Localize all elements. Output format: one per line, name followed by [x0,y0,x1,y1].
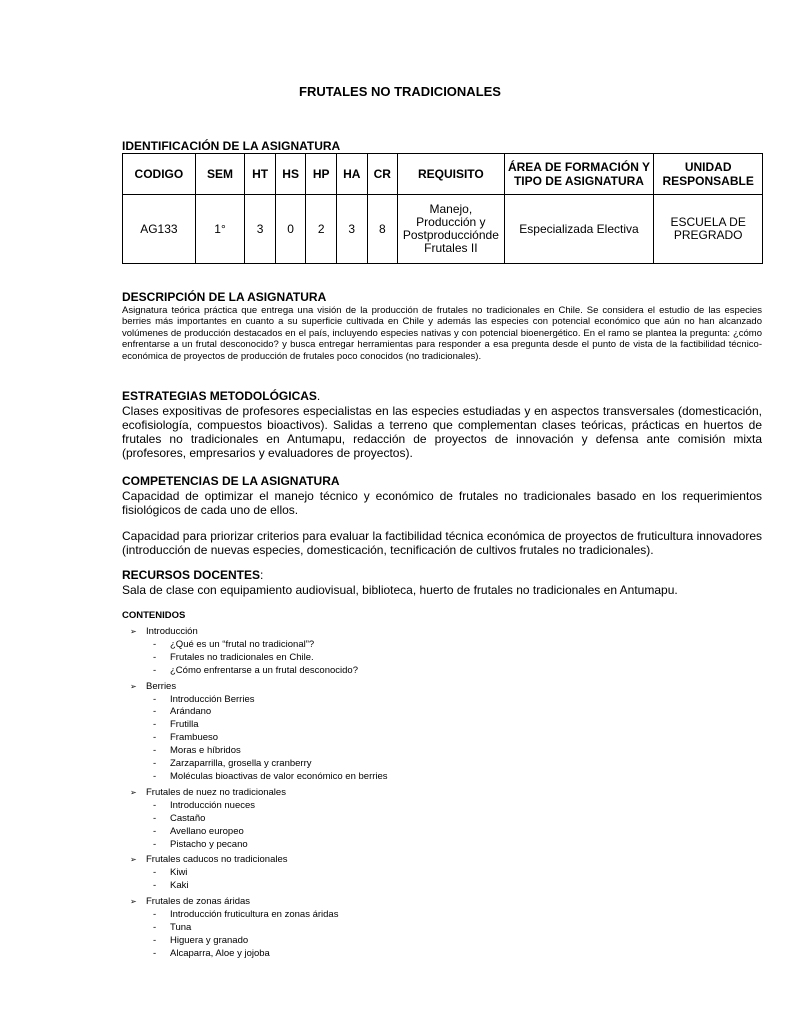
cell-area: Especializada Electiva [504,195,654,264]
dash-bullet: - [153,664,157,676]
descripcion-heading: DESCRIPCIÓN DE LA ASIGNATURA [122,290,327,304]
list-item-label: Moléculas bioactivas de valor económico en berries [170,770,388,782]
dash-bullet: - [153,825,157,837]
contenidos-list [130,626,730,961]
list-item [130,935,730,948]
list-item [130,948,730,961]
list-item-label: Kaki [170,880,189,892]
arrow-right-icon: ➢ [130,787,137,797]
identificacion-heading: IDENTIFICACIÓN DE LA ASIGNATURA [122,139,341,153]
list-item [130,694,730,707]
header-requisito: REQUISITO [398,154,505,195]
contenidos-category-label: Frutales caducos no tradicionales [146,854,288,866]
list-item-label: Introducción Berries [170,693,255,705]
estrategias-text: Clases expositivas de profesores especialistas en las especies estudiadas y en aspectos transversales (domesticación, ecofisiología, compuestos bioactivos). Salidas a terreno que complementan clases teóricas, prácticas en huertos de frutales no tradicionales en Antumapu, redacción de proyectos de innovación y defensa ante comisión mixta (profesores, empresarios y evaluadores de proyectos). [122,404,762,460]
arrow-right-icon: ➢ [130,681,137,691]
header-hs: HS [275,154,306,195]
estrategias-heading-text: ESTRATEGIAS METODOLÓGICAS [122,389,317,403]
recursos-heading: RECURSOS DOCENTES: [122,568,264,582]
list-item-label: Moras e híbridos [170,745,241,757]
dash-bullet: - [153,812,157,824]
header-codigo: CODIGO [123,154,196,195]
recursos-text: Sala de clase con equipamiento audiovisual, biblioteca, huerto de frutales no tradicionales en Antumapu. [122,583,678,597]
list-item-label: Introducción nueces [170,799,256,811]
list-item-label: Pistacho y pecano [170,838,248,850]
list-item [130,800,730,813]
dash-bullet: - [153,758,157,770]
list-item [130,652,730,665]
cell-sem: 1° [195,195,245,264]
dash-bullet: - [153,770,157,782]
list-item-label: Arándano [170,706,212,718]
dash-bullet: - [153,732,157,744]
list-item [130,922,730,935]
dash-bullet: - [153,947,157,959]
list-item [130,639,730,652]
cell-hp: 2 [306,195,337,264]
list-item [130,813,730,826]
list-item-label: Introducción fruticultura en zonas áridas [170,909,339,921]
header-ht: HT [245,154,276,195]
table-row [123,195,763,264]
list-item [130,745,730,758]
contenidos-category-label: Frutales de nuez no tradicionales [146,786,286,798]
dash-bullet: - [153,838,157,850]
dash-bullet: - [153,934,157,946]
header-area: ÁREA DE FORMACIÓN Y TIPO DE ASIGNATURA [504,154,654,195]
dash-bullet: - [153,921,157,933]
cell-ha: 3 [336,195,367,264]
list-item [130,719,730,732]
contenidos-category [130,896,730,909]
dash-bullet: - [153,745,157,757]
identificacion-table [122,153,763,264]
list-item-label: Zarzaparrilla, grosella y cranberry [170,758,312,770]
contenidos-category [130,787,730,800]
dash-bullet: - [153,880,157,892]
cell-codigo: AG133 [123,195,196,264]
list-item-label: Frutilla [170,719,199,731]
list-item-label: ¿Cómo enfrentarse a un frutal desconocido? [170,664,358,676]
dash-bullet: - [153,909,157,921]
list-item [130,706,730,719]
header-ha: HA [336,154,367,195]
dash-bullet: - [153,719,157,731]
list-item-label: Kiwi [170,867,188,879]
table-header-row [123,154,763,195]
header-hp: HP [306,154,337,195]
dash-bullet: - [153,651,157,663]
competencias-p2: Capacidad para priorizar criterios para evaluar la factibilidad técnica económica de proyectos de fruticultura innovadores (introducción de nuevas especies, domesticación, tecnificación de cultivos frutales no tradicionales). [122,529,762,557]
header-sem: SEM [195,154,245,195]
cell-hs: 0 [275,195,306,264]
document-title: FRUTALES NO TRADICIONALES [299,84,501,99]
list-item-label: Tuna [170,921,192,933]
header-unidad: UNIDAD RESPONSABLE [654,154,763,195]
cell-cr: 8 [367,195,398,264]
list-item-label: Avellano europeo [170,825,244,837]
list-item [130,758,730,771]
list-item [130,839,730,852]
contenidos-category [130,854,730,867]
list-item [130,867,730,880]
list-item [130,665,730,678]
list-item [130,732,730,745]
descripcion-text: Asignatura teórica práctica que entrega una visión de la producción de frutales no tradicionales en Chile. Se considera el estudio de las especies berries más importantes en cuanto a su superficie cultivada en Chile y además las especies con potencial económico que aún no han alcanzado volúmenes de producción destacados en el país, incluyendo especies nativas y con potencial bioenergético. En el ramo se plantea la pregunta: ¿cómo enfrentarse a un frutal desconocido? y busca entregar herramientas para responder a esa pregunta desde el punto de vista de la factibilidad técnico-económica de proyectos de producción de frutales poco conocidos (no tradicionales). [122,305,762,362]
contenidos-heading: CONTENIDOS [122,610,186,621]
dash-bullet: - [153,706,157,718]
contenidos-category-label: Berries [146,680,177,692]
header-cr: CR [367,154,398,195]
list-item-label: Alcaparra, Aloe y jojoba [170,947,270,959]
cell-unidad: ESCUELA DE PREGRADO [654,195,763,264]
competencias-p1: Capacidad de optimizar el manejo técnico y económico de frutales no tradicionales basado en los requerimientos fisiológicos de cada uno de ellos. [122,489,762,517]
competencias-heading: COMPETENCIAS DE LA ASIGNATURA [122,474,340,488]
dash-bullet: - [153,693,157,705]
list-item [130,909,730,922]
dash-bullet: - [153,638,157,650]
list-item [130,771,730,784]
dash-bullet: - [153,799,157,811]
list-item-label: Frambueso [170,732,219,744]
estrategias-heading: ESTRATEGIAS METODOLÓGICAS. [122,389,321,403]
list-item-label: Castaño [170,812,206,824]
list-item [130,826,730,839]
list-item-label: Frutales no tradicionales en Chile. [170,651,314,663]
cell-ht: 3 [245,195,276,264]
arrow-right-icon: ➢ [130,897,137,907]
dash-bullet: - [153,867,157,879]
contenidos-category-label: Introducción [146,626,198,637]
recursos-heading-text: RECURSOS DOCENTES [122,568,261,582]
arrow-right-icon: ➢ [130,627,137,636]
contenidos-category [130,626,730,639]
contenidos-category [130,681,730,694]
arrow-right-icon: ➢ [130,855,137,865]
list-item [130,880,730,893]
cell-requisito: Manejo, Producción y Postproducciónde Frutales II [398,195,505,264]
contenidos-category-label: Frutales de zonas áridas [146,896,251,908]
list-item-label: ¿Qué es un “frutal no tradicional”? [170,638,315,650]
list-item-label: Higuera y granado [170,934,249,946]
